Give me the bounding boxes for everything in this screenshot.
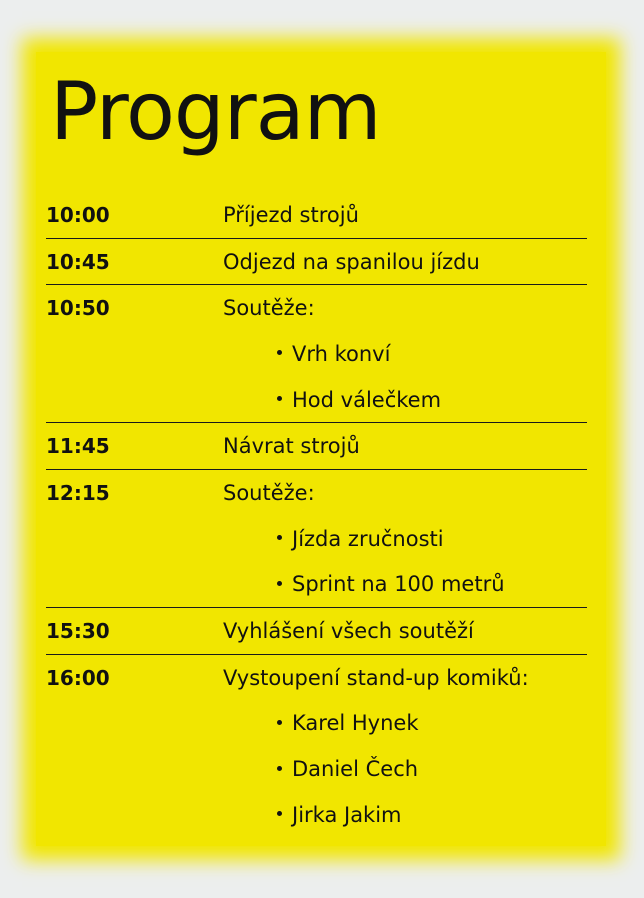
schedule-row	[46, 192, 587, 239]
schedule-subitem-label: Jízda zručnosti	[292, 526, 444, 551]
schedule-event: Soutěže:	[223, 296, 315, 321]
schedule-subitem	[46, 701, 587, 747]
schedule-subitem	[46, 792, 587, 838]
schedule-event: Příjezd strojů	[223, 202, 359, 227]
schedule-row	[46, 285, 587, 423]
schedule-subitem	[46, 562, 587, 608]
schedule-event: Vystoupení stand-up komiků:	[223, 665, 529, 690]
schedule-row	[46, 423, 587, 470]
schedule-row-main	[46, 608, 587, 654]
bullet-icon	[277, 811, 282, 816]
schedule-subitem-label: Karel Hynek	[292, 711, 419, 736]
schedule-subitem	[46, 516, 587, 562]
schedule-subitem-label: Hod válečkem	[292, 387, 442, 412]
schedule-row	[46, 608, 587, 655]
schedule-row-main	[46, 655, 587, 701]
page-title: Program	[50, 65, 381, 158]
schedule-time: 10:00	[46, 202, 110, 227]
schedule-row	[46, 470, 587, 608]
schedule-row-main	[46, 423, 587, 469]
schedule-list	[46, 192, 587, 838]
schedule-row	[46, 239, 587, 286]
schedule-subitem	[46, 377, 587, 423]
schedule-row	[46, 655, 587, 838]
schedule-time: 16:00	[46, 665, 110, 690]
schedule-row-main	[46, 470, 587, 516]
bullet-icon	[277, 396, 282, 401]
schedule-row-main	[46, 192, 587, 238]
schedule-subitem-label: Sprint na 100 metrů	[292, 572, 505, 597]
bullet-icon	[277, 581, 282, 586]
schedule-time: 10:45	[46, 249, 110, 274]
schedule-event: Odjezd na spanilou jízdu	[223, 249, 480, 274]
schedule-subitem-label: Jirka Jakim	[292, 802, 402, 827]
bullet-icon	[277, 766, 282, 771]
schedule-event: Vyhlášení všech soutěží	[223, 619, 474, 644]
schedule-time: 11:45	[46, 434, 110, 459]
schedule-event: Návrat strojů	[223, 434, 360, 459]
bullet-icon	[277, 720, 282, 725]
schedule-subitem	[46, 331, 587, 377]
schedule-row-main	[46, 239, 587, 285]
schedule-subitem-label: Daniel Čech	[292, 757, 419, 782]
schedule-time: 12:15	[46, 480, 110, 505]
schedule-subitem-label: Vrh konví	[292, 341, 391, 366]
schedule-time: 15:30	[46, 619, 110, 644]
schedule-event: Soutěže:	[223, 480, 315, 505]
schedule-time: 10:50	[46, 296, 110, 321]
schedule-row-main	[46, 285, 587, 331]
bullet-icon	[277, 350, 282, 355]
bullet-icon	[277, 535, 282, 540]
schedule-subitem	[46, 746, 587, 792]
